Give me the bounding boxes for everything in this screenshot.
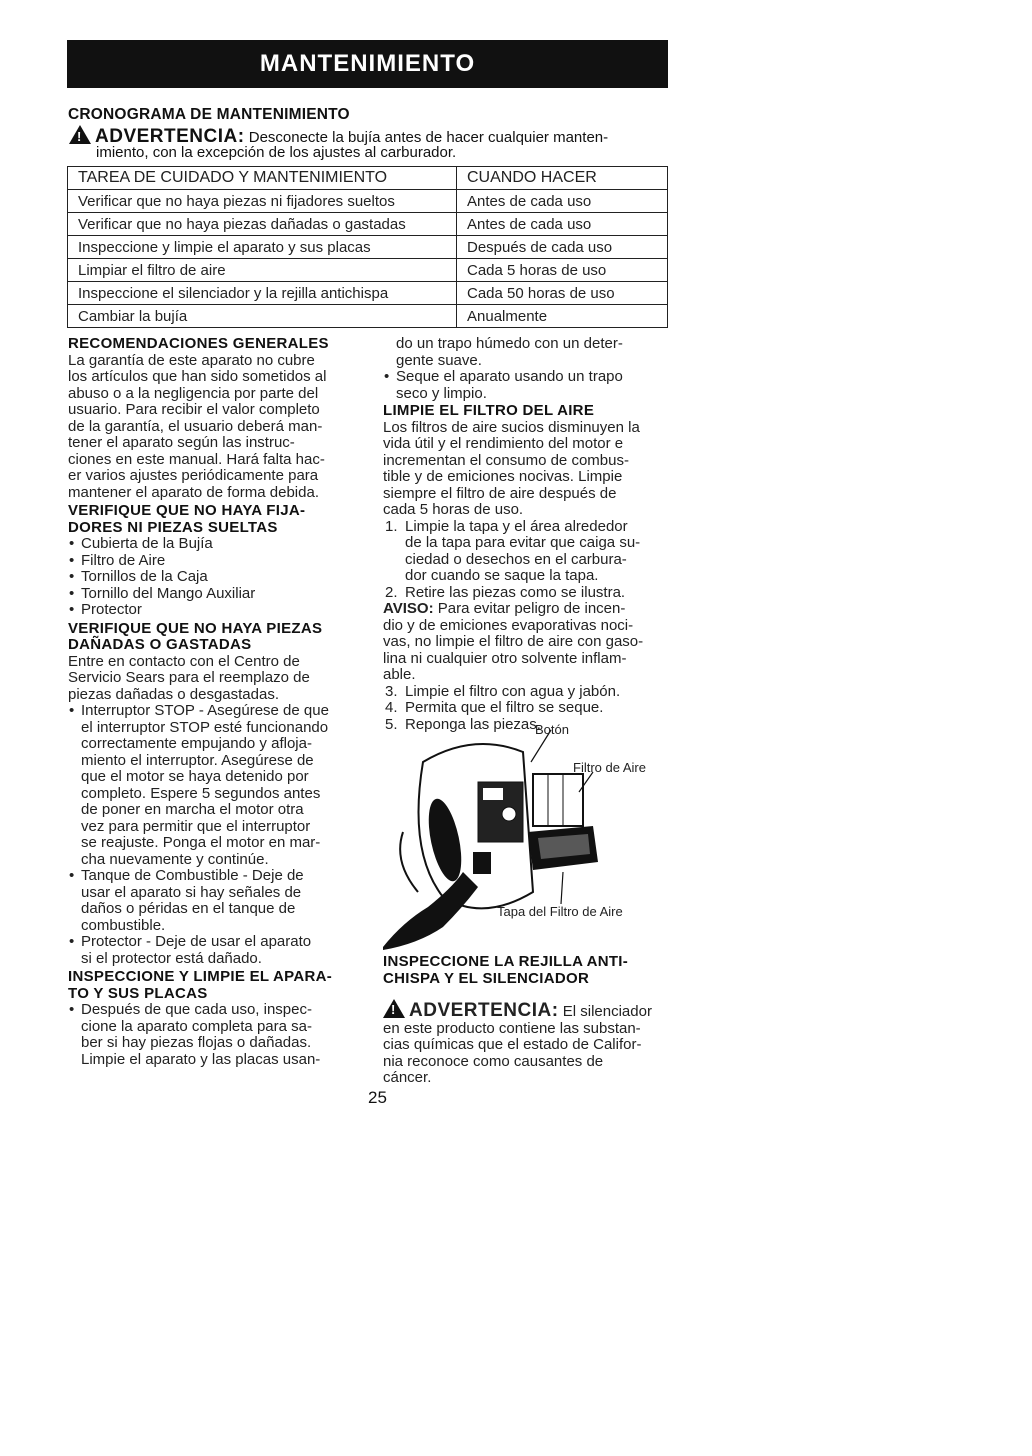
- schedule-heading: CRONOGRAMA DE MANTENIMIENTO: [68, 106, 350, 123]
- table-row: [68, 213, 668, 236]
- table-row: [68, 305, 668, 328]
- list-item: • Cubierta de la Bujía: [68, 536, 368, 553]
- text-line: Reponga las piezas.: [405, 715, 541, 733]
- text-line: tener el aparato según las instruc-: [68, 434, 295, 451]
- table-cell-task: Inspeccione el silenciador y la rejilla antichispa: [68, 282, 457, 305]
- label-filter-cover: Tapa del Filtro de Aire: [497, 904, 623, 919]
- column-header-when: CUANDO HACER: [457, 167, 668, 190]
- text-line: • Tanque de Combustible - Deje de: [81, 867, 304, 884]
- text-line: lina ni cualquier otro solvente inflam-: [383, 649, 627, 667]
- clean-unit-heading-cont: TO Y SUS PLACAS: [68, 984, 208, 1002]
- text-line: Limpie el aparato y las placas usan-: [81, 1050, 321, 1068]
- damaged-parts-heading-cont: DAÑADAS O GASTADAS: [68, 636, 252, 653]
- text-line: de la tapa para evitar que caiga su-: [405, 534, 641, 551]
- text-line: de poner en marcha el motor otra: [81, 801, 304, 818]
- list-item-protector: [68, 934, 368, 967]
- text-line: Entre en contacto con el Centro de: [68, 652, 300, 670]
- table-cell-when: Anualmente: [457, 305, 668, 328]
- step-number: 4.: [385, 699, 398, 716]
- damaged-parts-list: [68, 703, 368, 967]
- text-line: Para evitar peligro de incen-: [437, 600, 626, 617]
- text-line: piezas dañadas o desgastadas.: [68, 685, 279, 703]
- warning-icon: [69, 125, 91, 144]
- warning-text-line-2: imiento, con la excepción de los ajustes al carburador.: [96, 144, 457, 161]
- aviso-line: [383, 601, 683, 618]
- table-cell-when: Cada 50 horas de uso: [457, 282, 668, 305]
- column-header-task: TAREA DE CUIDADO Y MANTENIMIENTO: [68, 167, 457, 190]
- table-cell-task: Verificar que no haya piezas ni fijadores sueltos: [68, 190, 457, 213]
- label-button: Botón: [535, 722, 569, 737]
- page-title-bar: [67, 40, 668, 88]
- text-line: vez para permitir que el interruptor: [81, 817, 311, 835]
- text-line: cada 5 horas de uso.: [383, 501, 524, 518]
- text-line: cias químicas que el estado de Califor-: [383, 1036, 642, 1053]
- damaged-parts-heading: VERIFIQUE QUE NO HAYA PIEZAS: [68, 619, 323, 637]
- text-line: El silenciador: [562, 1003, 652, 1020]
- list-item: • Filtro de Aire: [68, 553, 368, 570]
- text-line: el interruptor STOP esté funcionando: [81, 718, 329, 736]
- general-recommendations-heading: RECOMENDACIONES GENERALES: [68, 335, 329, 352]
- warning-label: ADVERTENCIA:: [409, 1000, 559, 1021]
- text-line: cha nuevamente y continúe.: [81, 850, 269, 868]
- spark-arrestor-heading-cont: CHISPA Y EL SILENCIADOR: [383, 969, 590, 987]
- text-line: Servicio Sears para el reemplazo de: [68, 669, 310, 686]
- text-line: los artículos que han sido sometidos al: [68, 368, 327, 385]
- air-filter-illustration: [383, 722, 673, 952]
- dry-list: [383, 369, 683, 402]
- right-column-upper: [383, 336, 683, 733]
- text-line: correctamente empujando y afloja-: [81, 735, 312, 752]
- page-title: MANTENIMIENTO: [259, 50, 476, 77]
- text-line: gente suave.: [396, 351, 482, 369]
- text-line: combustible.: [81, 916, 166, 934]
- clean-unit-heading: INSPECCIONE Y LIMPIE EL APARA-: [68, 968, 333, 985]
- text-line: • Después de que cada uso, inspec-: [81, 1001, 312, 1018]
- clean-unit-list: [68, 1002, 368, 1068]
- table-cell-when: Después de cada uso: [457, 236, 668, 259]
- text-line: que el motor se haya detenido por: [81, 768, 309, 785]
- text-line: Los filtros de aire sucios disminuyen la: [383, 418, 640, 436]
- table-cell-when: Cada 5 horas de uso: [457, 259, 668, 282]
- list-item: [68, 1002, 368, 1068]
- filter-steps: [383, 519, 683, 602]
- text-line: tible y de emiciones nocivas. Limpie: [383, 468, 623, 485]
- text-line: • Interruptor STOP - Asegúrese de que: [81, 702, 329, 719]
- step-number: 1.: [385, 517, 398, 535]
- left-column: [68, 336, 368, 1068]
- text-line: Limpie la tapa y el área alrededor: [405, 517, 628, 535]
- step-number: 2.: [385, 583, 398, 601]
- text-line: ciedad o desechos en el carbura-: [405, 550, 627, 568]
- text-line: abuso o a la negligencia por parte del: [68, 384, 319, 402]
- page-number: 25: [368, 1088, 387, 1107]
- warning-label: ADVERTENCIA:: [95, 126, 245, 147]
- table-row: [68, 282, 668, 305]
- text-line: daños o péridas en el tanque de: [81, 900, 296, 917]
- warning-icon: [383, 999, 405, 1018]
- text-line: La garantía de este aparato no cubre: [68, 351, 315, 369]
- text-line: able.: [383, 666, 416, 683]
- text-line: • Protector - Deje de usar el aparato: [81, 933, 312, 950]
- muffler-warning: [383, 999, 683, 1021]
- warning-text-line-1: Desconecte la bujía antes de hacer cualquier manten-: [248, 129, 609, 146]
- table-cell-task: Verificar que no haya piezas dañadas o gastadas: [68, 213, 457, 236]
- aviso-label: AVISO:: [383, 600, 434, 617]
- text-line: dor cuando se saque la tapa.: [405, 567, 599, 584]
- text-line: • Seque el aparato usando un trapo: [396, 368, 623, 385]
- list-item: • Protector: [68, 602, 368, 619]
- text-line: Limpie el filtro con agua y jabón.: [405, 682, 621, 700]
- label-air-filter: Filtro de Aire: [573, 760, 646, 775]
- table-header-row: [68, 167, 668, 190]
- text-line: do un trapo húmedo con un deter-: [396, 335, 623, 352]
- table-cell-task: Limpiar el filtro de aire: [68, 259, 457, 282]
- list-item-fuel-tank: [68, 868, 368, 934]
- text-line: en este producto contiene las substan-: [383, 1019, 641, 1037]
- text-line: cione la aparato completa para sa-: [81, 1017, 312, 1035]
- text-line: nia reconoce como causantes de: [383, 1052, 604, 1070]
- loose-parts-list: [68, 536, 368, 619]
- text-line: incrementan el consumo de combus-: [383, 451, 629, 469]
- text-line: mantener el aparato de forma debida.: [68, 483, 319, 501]
- text-line: si el protector está dañado.: [81, 949, 262, 967]
- table-row: [68, 190, 668, 213]
- right-column-lower: [383, 954, 683, 1087]
- table-cell-when: Antes de cada uso: [457, 190, 668, 213]
- text-line: vida útil y el rendimiento del motor e: [383, 435, 624, 452]
- maintenance-schedule-table: [67, 166, 668, 328]
- text-line: vas, no limpie el filtro de aire con gaso-: [383, 633, 644, 650]
- list-item: • Tornillo del Mango Auxiliar: [68, 586, 368, 603]
- text-line: cáncer.: [383, 1069, 432, 1086]
- text-line: siempre el filtro de aire después de: [383, 484, 617, 502]
- list-item-stop-switch: [68, 703, 368, 868]
- table-cell-task: Inspeccione y limpie el aparato y sus placas: [68, 236, 457, 259]
- step-3: [383, 684, 683, 701]
- table-cell-task: Cambiar la bujía: [68, 305, 457, 328]
- step-2: [383, 585, 683, 602]
- step-4: [383, 700, 683, 717]
- loose-parts-heading: VERIFIQUE QUE NO HAYA FIJA-: [68, 502, 306, 519]
- list-item: • Tornillos de la Caja: [68, 569, 368, 586]
- air-filter-heading: LIMPIE EL FILTRO DEL AIRE: [383, 402, 595, 419]
- text-line: ciones en este manual. Hará falta hac-: [68, 450, 325, 468]
- text-line: Permita que el filtro se seque.: [405, 699, 604, 716]
- text-line: completo. Espere 5 segundos antes: [81, 784, 321, 802]
- text-line: miento el interruptor. Asegúrese de: [81, 751, 314, 769]
- text-line: se reajuste. Ponga el motor en mar-: [81, 834, 321, 851]
- step-number: 3.: [385, 682, 398, 700]
- step-number: 5.: [385, 715, 398, 733]
- spark-arrestor-heading: INSPECCIONE LA REJILLA ANTI-: [383, 953, 629, 970]
- text-line: usar el aparato si hay señales de: [81, 883, 302, 901]
- text-line: ber si hay piezas flojas o dañadas.: [81, 1034, 312, 1051]
- text-line: de la garantía, el usuario deberá man-: [68, 417, 323, 435]
- step-1: [383, 519, 683, 585]
- table-cell-when: Antes de cada uso: [457, 213, 668, 236]
- list-item: [383, 369, 683, 402]
- text-line: Retire las piezas como se ilustra.: [405, 583, 626, 601]
- loose-parts-heading-cont: DORES NI PIEZAS SUELTAS: [68, 518, 278, 536]
- table-row: [68, 259, 668, 282]
- schedule-warning: [69, 125, 679, 146]
- text-line: seco y limpio.: [396, 384, 487, 402]
- table-row: [68, 236, 668, 259]
- text-line: dio y de emiciones evaporativas noci-: [383, 616, 634, 634]
- text-line: usuario. Para recibir el valor completo: [68, 401, 320, 418]
- text-line: er varios ajustes periódicamente para: [68, 467, 319, 484]
